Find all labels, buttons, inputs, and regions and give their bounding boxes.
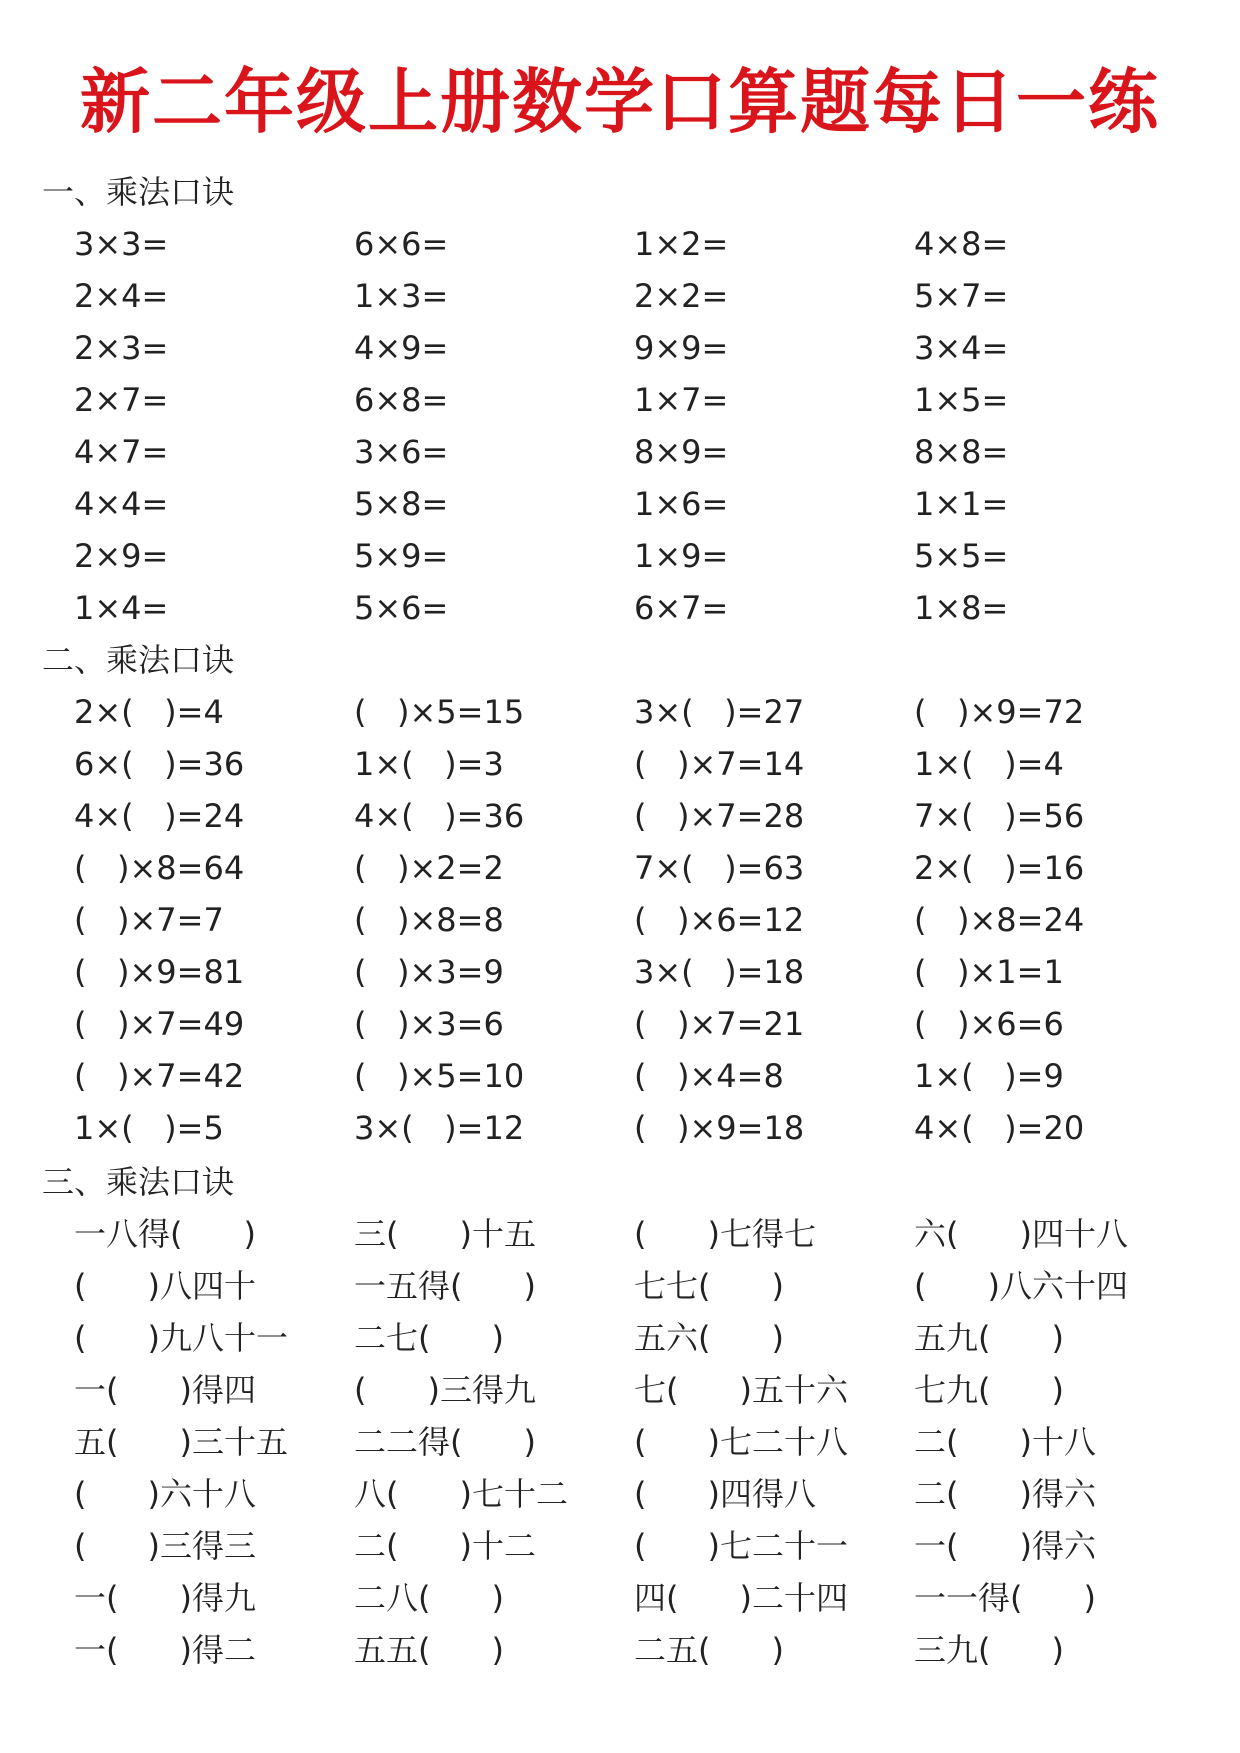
problem-item: 2×9= [74, 537, 169, 575]
problem-item: 2×3= [74, 329, 169, 367]
problem-item: 2×2= [634, 277, 729, 315]
page-title: 新二年级上册数学口算题每日一练 [80, 60, 1160, 143]
problem-item: 二二得( ) [354, 1423, 537, 1461]
problem-item: 4×8= [914, 225, 1009, 263]
problem-item: 二( )得六 [914, 1475, 1097, 1513]
problem-item: ( )×8=64 [74, 849, 245, 887]
problem-item: ( )×3=9 [354, 953, 504, 991]
problem-item: 一( )得二 [74, 1631, 257, 1669]
problem-item: 2×( )=4 [74, 693, 224, 731]
problem-item: 3×6= [354, 433, 449, 471]
problem-item: 1×( )=5 [74, 1109, 224, 1147]
problem-item: ( )七得七 [634, 1215, 817, 1253]
problem-item: 五六( ) [634, 1319, 785, 1357]
problem-item: 一一得( ) [914, 1579, 1097, 1617]
problem-item: ( )×1=1 [914, 953, 1064, 991]
problem-item: ( )×5=15 [354, 693, 525, 731]
section-2-problems [74, 686, 1194, 1154]
problem-item: 4×7= [74, 433, 169, 471]
section-1-problems [74, 218, 1194, 634]
problem-item: ( )×9=81 [74, 953, 245, 991]
problem-item: 1×( )=4 [914, 745, 1064, 783]
problem-item: 4×( )=36 [354, 797, 525, 835]
problem-item: 5×8= [354, 485, 449, 523]
problem-item: 七( )五十六 [634, 1371, 849, 1409]
problem-item: 3×( )=12 [354, 1109, 525, 1147]
problem-item: ( )×2=2 [354, 849, 504, 887]
problem-item: 4×4= [74, 485, 169, 523]
problem-item: ( )×7=28 [634, 797, 805, 835]
problem-item: 6×7= [634, 589, 729, 627]
section-2-heading: 二、乘法口诀 [42, 641, 235, 679]
problem-item: ( )×6=12 [634, 901, 805, 939]
problem-item: 3×( )=18 [634, 953, 805, 991]
problem-item: 8×8= [914, 433, 1009, 471]
problem-item: ( )×8=8 [354, 901, 504, 939]
problem-item: 2×7= [74, 381, 169, 419]
problem-item: 1×3= [354, 277, 449, 315]
problem-item: 6×6= [354, 225, 449, 263]
problem-item: ( )×9=18 [634, 1109, 805, 1147]
problem-item: 一( )得九 [74, 1579, 257, 1617]
problem-item: 3×( )=27 [634, 693, 805, 731]
problem-item: 1×( )=3 [354, 745, 504, 783]
problem-item: 1×9= [634, 537, 729, 575]
problem-item: 五( )三十五 [74, 1423, 289, 1461]
problem-item: 1×4= [74, 589, 169, 627]
section-3-problems [74, 1208, 1194, 1676]
problem-item: ( )八六十四 [914, 1267, 1129, 1305]
problem-item: 5×5= [914, 537, 1009, 575]
problem-item: 6×8= [354, 381, 449, 419]
problem-item: 1×( )=9 [914, 1057, 1064, 1095]
problem-item: ( )七二十一 [634, 1527, 849, 1565]
problem-item: 1×6= [634, 485, 729, 523]
problem-item: 1×8= [914, 589, 1009, 627]
problem-item: 1×1= [914, 485, 1009, 523]
problem-item: ( )×8=24 [914, 901, 1085, 939]
problem-item: ( )×7=49 [74, 1005, 245, 1043]
problem-item: 六( )四十八 [914, 1215, 1129, 1253]
problem-item: 4×( )=24 [74, 797, 245, 835]
problem-item: ( )六十八 [74, 1475, 257, 1513]
problem-item: 三九( ) [914, 1631, 1065, 1669]
problem-item: 9×9= [634, 329, 729, 367]
problem-item: 一( )得四 [74, 1371, 257, 1409]
problem-item: 五五( ) [354, 1631, 505, 1669]
problem-item: 2×( )=16 [914, 849, 1085, 887]
problem-item: 二( )十二 [354, 1527, 537, 1565]
problem-item: 二七( ) [354, 1319, 505, 1357]
problem-item: 七九( ) [914, 1371, 1065, 1409]
problem-item: 一五得( ) [354, 1267, 537, 1305]
problem-item: 5×7= [914, 277, 1009, 315]
problem-item: 一八得( ) [74, 1215, 257, 1253]
section-1-heading: 一、乘法口诀 [42, 173, 235, 211]
problem-item: 3×3= [74, 225, 169, 263]
problem-item: 8×9= [634, 433, 729, 471]
problem-item: 二八( ) [354, 1579, 505, 1617]
problem-item: 4×9= [354, 329, 449, 367]
problem-item: 三( )十五 [354, 1215, 537, 1253]
problem-item: ( )×4=8 [634, 1057, 784, 1095]
problem-item: 二( )十八 [914, 1423, 1097, 1461]
problem-item: 2×4= [74, 277, 169, 315]
problem-item: ( )×7=21 [634, 1005, 805, 1043]
problem-item: ( )×5=10 [354, 1057, 525, 1095]
problem-item: 7×( )=63 [634, 849, 805, 887]
problem-item: ( )×7=7 [74, 901, 224, 939]
problem-item: 八( )七十二 [354, 1475, 569, 1513]
problem-item: ( )×7=14 [634, 745, 805, 783]
problem-item: ( )四得八 [634, 1475, 817, 1513]
problem-item: 七七( ) [634, 1267, 785, 1305]
problem-item: 二五( ) [634, 1631, 785, 1669]
problem-item: 一( )得六 [914, 1527, 1097, 1565]
problem-item: 五九( ) [914, 1319, 1065, 1357]
problem-item: 1×7= [634, 381, 729, 419]
problem-item: 7×( )=56 [914, 797, 1085, 835]
problem-item: 4×( )=20 [914, 1109, 1085, 1147]
problem-item: 5×9= [354, 537, 449, 575]
problem-item: 6×( )=36 [74, 745, 245, 783]
problem-item: ( )×3=6 [354, 1005, 504, 1043]
problem-item: ( )九八十一 [74, 1319, 289, 1357]
problem-item: ( )七二十八 [634, 1423, 849, 1461]
problem-item: ( )三得九 [354, 1371, 537, 1409]
problem-item: ( )八四十 [74, 1267, 257, 1305]
problem-item: 四( )二十四 [634, 1579, 849, 1617]
problem-item: ( )×6=6 [914, 1005, 1064, 1043]
problem-item: 5×6= [354, 589, 449, 627]
problem-item: 1×5= [914, 381, 1009, 419]
section-3-heading: 三、乘法口诀 [42, 1163, 235, 1201]
problem-item: ( )×9=72 [914, 693, 1085, 731]
problem-item: ( )三得三 [74, 1527, 257, 1565]
problem-item: 1×2= [634, 225, 729, 263]
problem-item: 3×4= [914, 329, 1009, 367]
problem-item: ( )×7=42 [74, 1057, 245, 1095]
